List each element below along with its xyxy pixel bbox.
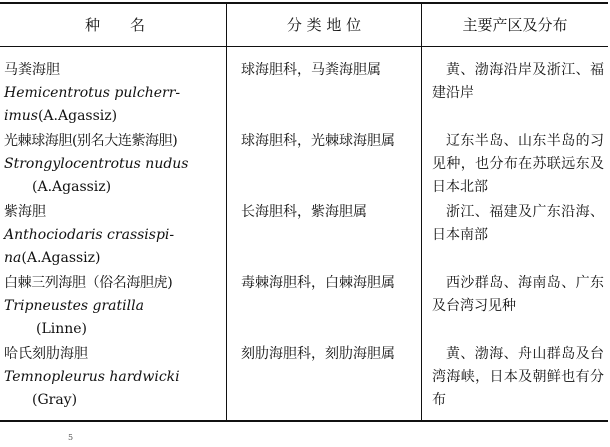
author: (Linne) <box>36 321 88 337</box>
distribution-text: 西沙群岛、海南岛、广东及台湾习见种 <box>432 275 604 314</box>
distribution-cell <box>422 47 609 129</box>
table-row <box>0 270 608 341</box>
distribution-text: 辽东半岛、山东半岛的习见种，也分布在苏联远东及日本北部 <box>432 133 604 195</box>
author: (A.Agassiz) <box>37 108 118 124</box>
distribution-cell <box>422 199 609 270</box>
chinese-name: 白棘三列海胆（俗名海胆虎) <box>4 275 173 291</box>
header-distribution: 主要产区及分布 <box>422 3 609 47</box>
taxonomy-text: 球海胆科，马粪海胆属 <box>241 62 381 78</box>
chinese-name: 马粪海胆 <box>4 62 60 78</box>
taxonomy-cell <box>227 270 422 341</box>
chinese-name: 光棘球海胆(别名大连紫海胆) <box>4 133 178 149</box>
species-table <box>0 2 608 422</box>
author: (A.Agassiz) <box>21 250 101 266</box>
table-row <box>0 199 608 270</box>
chinese-name: 紫海胆 <box>4 204 46 220</box>
distribution-text: 浙江、福建及广东沿海、日本南部 <box>432 204 604 243</box>
scientific-name: Temnopleurus hardwicki <box>4 369 180 385</box>
table-row <box>0 341 608 421</box>
distribution-cell <box>422 128 609 199</box>
author: (A.Agassiz) <box>32 179 112 195</box>
author: (Gray) <box>32 392 78 408</box>
taxonomy-text: 球海胆科，光棘球海胆属 <box>241 133 395 149</box>
taxonomy-text: 刻肋海胆科，刻肋海胆属 <box>241 346 395 362</box>
taxonomy-cell <box>227 341 422 421</box>
species-cell <box>0 341 227 421</box>
species-cell <box>0 47 227 129</box>
distribution-cell <box>422 341 609 421</box>
taxonomy-cell <box>227 199 422 270</box>
distribution-text: 黄、渤海、舟山群岛及台湾海峡，日本及朝鲜也有分布 <box>432 346 604 408</box>
header-species-name: 种 名 <box>0 3 227 47</box>
table-header-row <box>0 3 608 47</box>
distribution-cell <box>422 270 609 341</box>
table-row <box>0 47 608 129</box>
scientific-name-cont: na(A.Agassiz) <box>4 250 101 266</box>
scientific-name: Hemicentrotus pulcherr- <box>4 85 181 101</box>
header-taxonomy: 分 类 地 位 <box>227 3 422 47</box>
scientific-name: Strongylocentrotus nudus <box>4 156 189 172</box>
table-row <box>0 128 608 199</box>
chinese-name: 哈氏刻肋海胆 <box>4 346 88 362</box>
taxonomy-cell <box>227 128 422 199</box>
page-mark: 5 <box>68 433 74 442</box>
species-cell <box>0 128 227 199</box>
taxonomy-text: 毒棘海胆科，白棘海胆属 <box>241 275 395 291</box>
scientific-name-cont: imus(A.Agassiz) <box>4 108 118 124</box>
taxonomy-text: 长海胆科，紫海胆属 <box>241 204 367 220</box>
distribution-text: 黄、渤海沿岸及浙江、福建沿岸 <box>432 62 604 101</box>
species-cell <box>0 270 227 341</box>
scientific-name: Tripneustes gratilla <box>4 298 144 314</box>
taxonomy-cell <box>227 47 422 129</box>
scientific-name: Anthociodaris crassispi- <box>4 227 175 243</box>
species-cell <box>0 199 227 270</box>
